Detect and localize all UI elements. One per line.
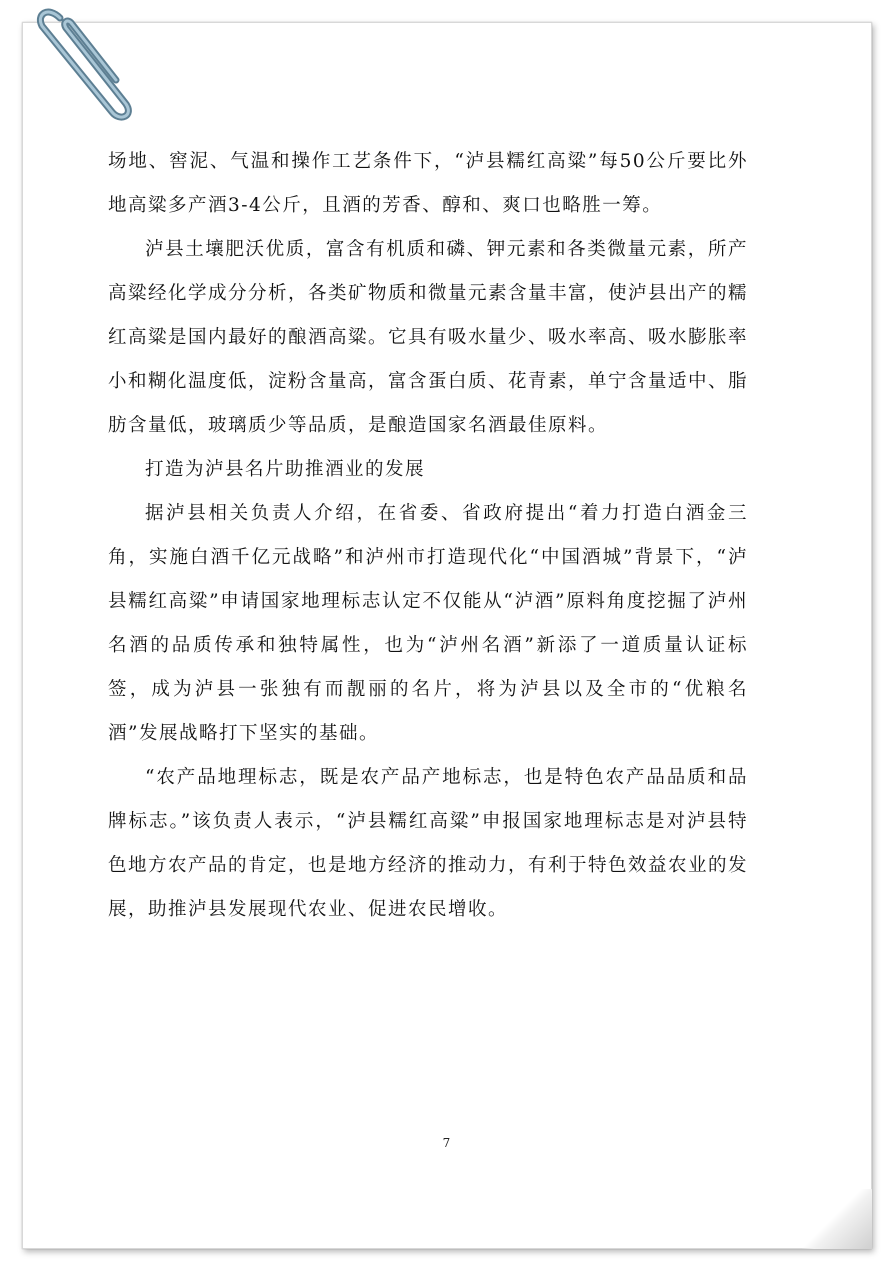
page-number: 7 [442,1136,451,1150]
document-body [108,140,748,932]
section-heading: 打造为泸县名片助推酒业的发展 [145,459,426,480]
paperclip-icon [30,0,140,130]
paragraph-4: “农产品地理标志，既是农产品产地标志，也是特色农产品品质和品牌标志。”该负责人表示，“泸县糯红高粱”申报国家地理标志是对泸县特色地方农产品的肯定，也是地方经济的推动力，有利于特色效益农业的发展，助推泸县发展现代农业、促进农民增收。 [108,767,749,920]
paragraph-2: 泸县土壤肥沃优质，富含有机质和磷、钾元素和各类微量元素，所产高粱经化学成分分析，各类矿物质和微量元素含量丰富，使泸县出产的糯红高粱是国内最好的酿酒高粱。它具有吸水量少、吸水率高、吸水膨胀率小和糊化温度低，淀粉含量高，富含蛋白质、花青素，单宁含量适中、脂肪含量低，玻璃质少等品质，是酿造国家名酒最佳原料。 [108,239,749,436]
page-curl [802,1189,872,1249]
paragraph-1: 场地、窖泥、气温和操作工艺条件下，“泸县糯红高粱”每50公斤要比外地高粱多产酒3-4公斤，且酒的芳香、醇和、爽口也略胜一筹。 [108,151,748,216]
paragraph-3: 据泸县相关负责人介绍，在省委、省政府提出“着力打造白酒金三角，实施白酒千亿元战略”和泸州市打造现代化“中国酒城”背景下，“泸县糯红高粱”申请国家地理标志认定不仅能从“泸酒”原料角度挖掘了泸州名酒的品质传承和独特属性，也为“泸州名酒”新添了一道质量认证标签，成为泸县一张独有而靓丽的名片，将为泸县以及全市的“优粮名酒”发展战略打下坚实的基础。 [108,503,748,744]
